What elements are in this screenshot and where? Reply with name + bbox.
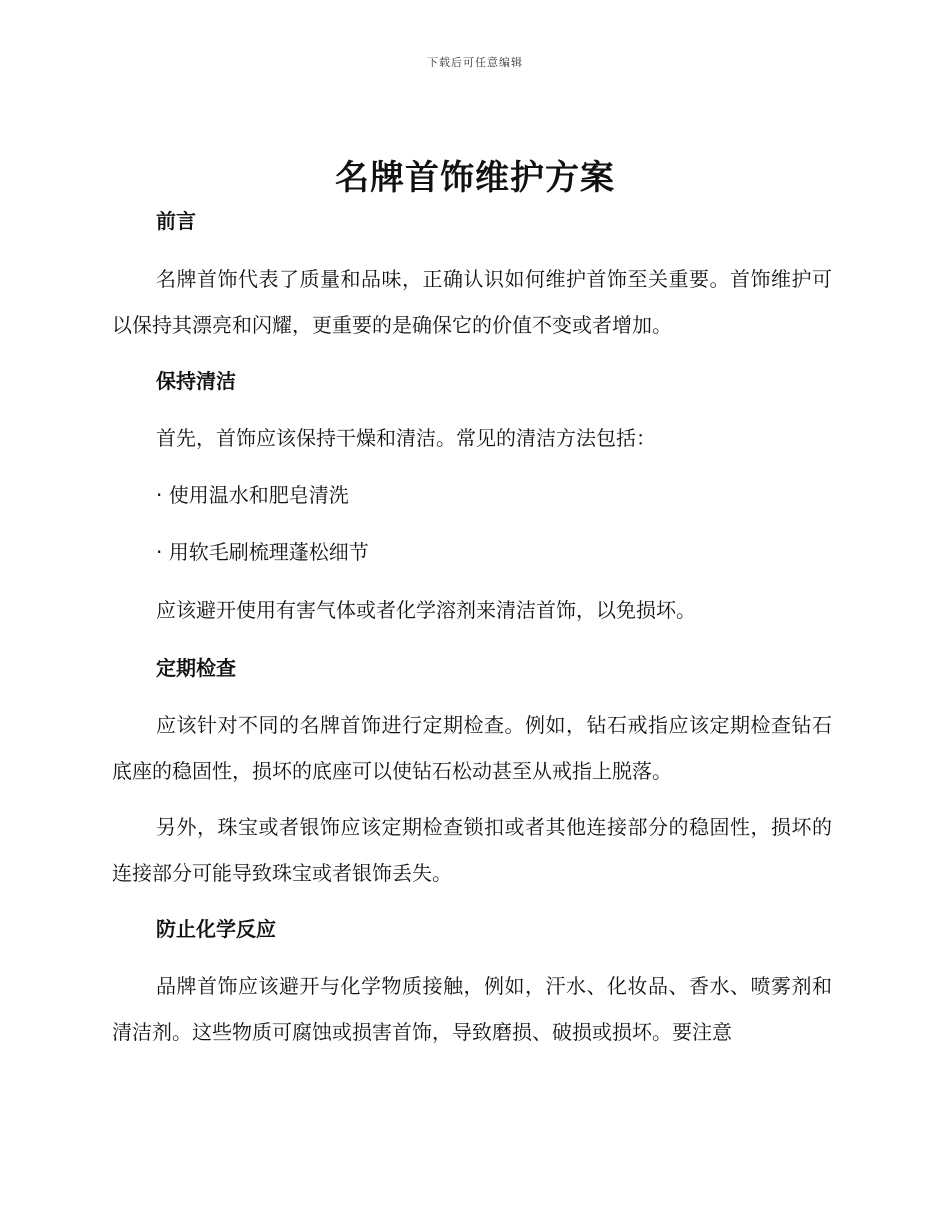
- document-title: 名牌首饰维护方案: [335, 158, 615, 198]
- section-heading-chemical: 防止化学反应: [156, 917, 276, 941]
- cleaning-bullet-2: · 用软毛刷梳理蓬松细节: [156, 540, 369, 564]
- inspection-paragraph-1: 应该针对不同的名牌首饰进行定期检查。例如，钻石戒指应该定期检查钻石底座的稳固性，损坏的底座可以使钻石松动甚至从戒指上脱落。: [112, 713, 832, 783]
- section-heading-cleaning: 保持清洁: [156, 369, 236, 393]
- cleaning-intro: 首先，首饰应该保持干燥和清洁。常见的清洁方法包括：: [156, 426, 656, 450]
- inspection-paragraph-2: 另外，珠宝或者银饰应该定期检查锁扣或者其他连接部分的稳固性，损坏的连接部分可能导致珠宝或者银饰丢失。: [112, 815, 832, 885]
- chemical-paragraph: 品牌首饰应该避开与化学物质接触，例如，汗水、化妆品、香水、喷雾剂和清洁剂。这些物质可腐蚀或损害首饰，导致磨损、破损或损坏。要注意: [112, 974, 832, 1044]
- cleaning-bullet-1: · 使用温水和肥皂清洗: [156, 483, 349, 507]
- cleaning-warning: 应该避开使用有害气体或者化学溶剂来清洁首饰，以免损坏。: [156, 598, 696, 622]
- section-heading-intro: 前言: [156, 209, 196, 233]
- editable-note: 下载后可任意编辑: [427, 56, 523, 69]
- intro-paragraph: 名牌首饰代表了质量和品味，正确认识如何维护首饰至关重要。首饰维护可以保持其漂亮和闪耀，更重要的是确保它的价值不变或者增加。: [112, 267, 832, 337]
- section-heading-inspection: 定期检查: [156, 656, 236, 680]
